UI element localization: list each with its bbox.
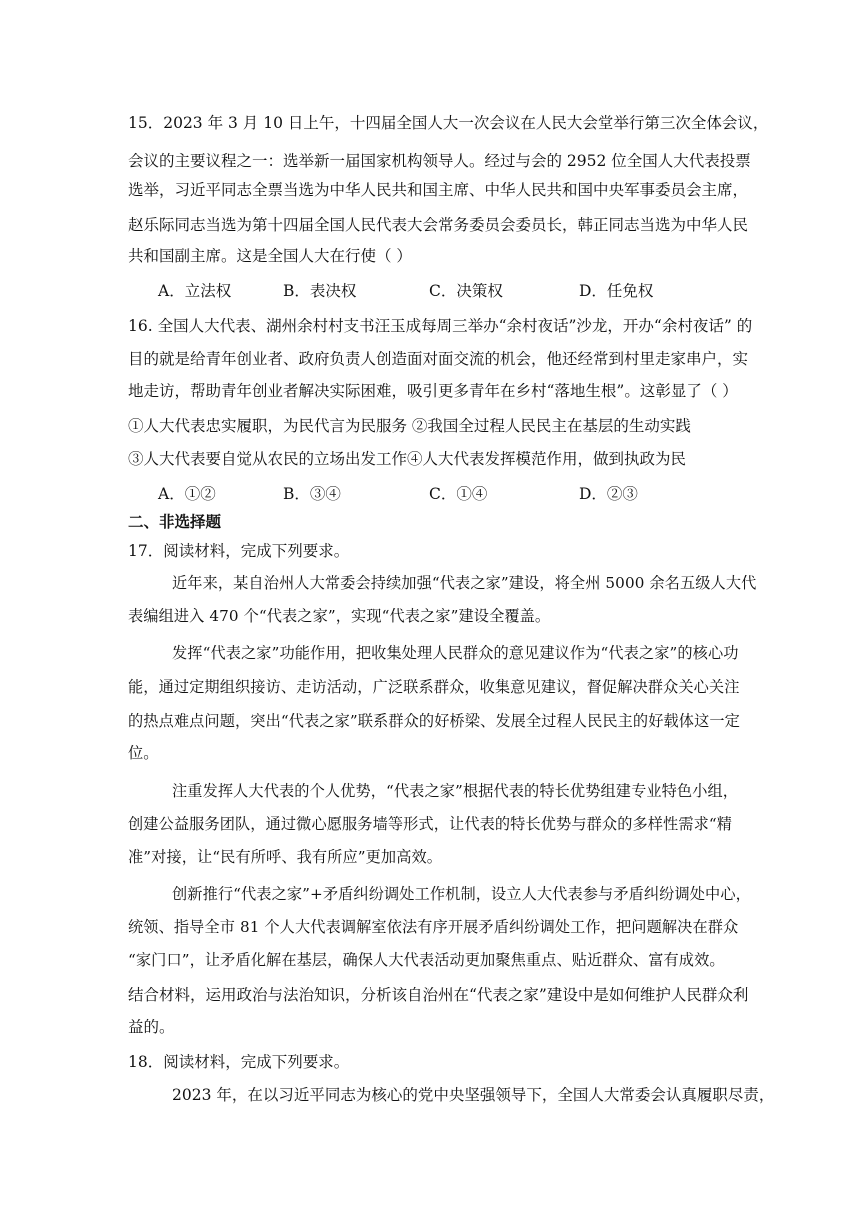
q17-material-line: 近年来，某自治州人大常委会持续加强“代表之家”建设，将全州 5000 余名五级人大代 <box>172 574 757 592</box>
q15-line-4: 赵乐际同志当选为第十四届全国人民代表大会常务委员会委员长，韩正同志当选为中华人民 <box>128 216 749 234</box>
q16-line-5: ③人大代表要自觉从农民的立场出发工作④人大代表发挥模范作用，做到执政为民 <box>128 450 687 468</box>
q17-material-line: 表编组进入 470 个“代表之家”，实现“代表之家”建设全覆盖。 <box>128 607 551 625</box>
q17-material-line: 注重发挥人大代表的个人优势，“代表之家”根据代表的特长优势组建专业特色小组， <box>172 782 739 800</box>
q17-material-line: 位。 <box>128 744 159 762</box>
q16-line-1: 16. 全国人大代表、湖州余村村支书汪玉成每周三举办“余村夜话”沙龙，开办“余村夜话” 的 <box>128 317 753 335</box>
q16-option-b: B．③④ <box>283 485 341 503</box>
q15-option-b: B．表决权 <box>283 282 357 300</box>
q15-line-3: 选举，习近平同志全票当选为中华人民共和国主席、中华人民共和国中央军事委员会主席， <box>128 181 749 199</box>
q17-material-line: 准”对接，让“民有所呼、我有所应”更加高效。 <box>128 848 443 866</box>
q17-material-line: 发挥“代表之家”功能作用，把收集处理人民群众的意见建议作为“代表之家”的核心功 <box>172 644 739 662</box>
q17-material-line: 创建公益服务团队，通过微心愿服务墙等形式，让代表的特长优势与群众的多样性需求“精 <box>128 815 733 833</box>
q17-material-line: 创新推行“代表之家”+矛盾纠纷调处工作机制，设立人大代表参与矛盾纠纷调处中心， <box>172 885 751 903</box>
q15-option-d: D．任免权 <box>579 282 654 300</box>
q17-task-line: 益的。 <box>128 1018 175 1036</box>
q18-stem: 18．阅读材料，完成下列要求。 <box>128 1053 350 1071</box>
q15-line-2: 会议的主要议程之一：选举新一届国家机构领导人。经过与会的 2952 位全国人大代表投票 <box>128 152 751 170</box>
q17-material-line: 统领、指导全市 81 个人大代表调解室依法有序开展矛盾纠纷调处工作，把问题解决在群众 <box>128 918 739 936</box>
q15-option-a: A．立法权 <box>158 282 232 300</box>
q15-line-1: 15．2023 年 3 月 10 日上午，十四届全国人大一次会议在人民大会堂举行第三次全体会议， <box>128 114 769 132</box>
q17-stem: 17．阅读材料，完成下列要求。 <box>128 542 350 560</box>
q18-material-line: 2023 年，在以习近平同志为核心的党中央坚强领导下，全国人大常委会认真履职尽责， <box>172 1086 775 1104</box>
q16-option-a: A．①② <box>158 485 216 503</box>
q17-material-line: 的热点难点问题，突出“代表之家”联系群众的好桥梁、发展全过程人民民主的好载体这一定 <box>128 712 740 730</box>
q17-task-line: 结合材料，运用政治与法治知识，分析该自治州在“代表之家”建设中是如何维护人民群众利 <box>128 986 749 1004</box>
q16-line-2: 目的就是给青年创业者、政府负责人创造面对面交流的机会，他还经常到村里走家串户，实 <box>128 350 749 368</box>
q16-option-d: D．②③ <box>579 485 638 503</box>
section-heading: 二、非选择题 <box>128 512 222 531</box>
q16-line-4: ①人大代表忠实履职，为民代言为民服务 ②我国全过程人民民主在基层的生动实践 <box>128 417 691 435</box>
q16-option-c: C．①④ <box>429 485 488 503</box>
q17-material-line: “家门口”，让矛盾化解在基层，确保人大代表活动更加聚焦重点、贴近群众、富有成效。 <box>128 951 725 969</box>
q16-line-3: 地走访，帮助青年创业者解决实际困难，吸引更多青年在乡村“落地生根”。这彰显了（ ） <box>128 382 738 400</box>
q17-material-line: 能，通过定期组织接访、走访活动，广泛联系群众，收集意见建议，督促解决群众关心关注 <box>128 678 740 696</box>
q15-option-c: C．决策权 <box>429 282 503 300</box>
q15-line-5: 共和国副主席。这是全国人大在行使（ ） <box>128 247 412 265</box>
